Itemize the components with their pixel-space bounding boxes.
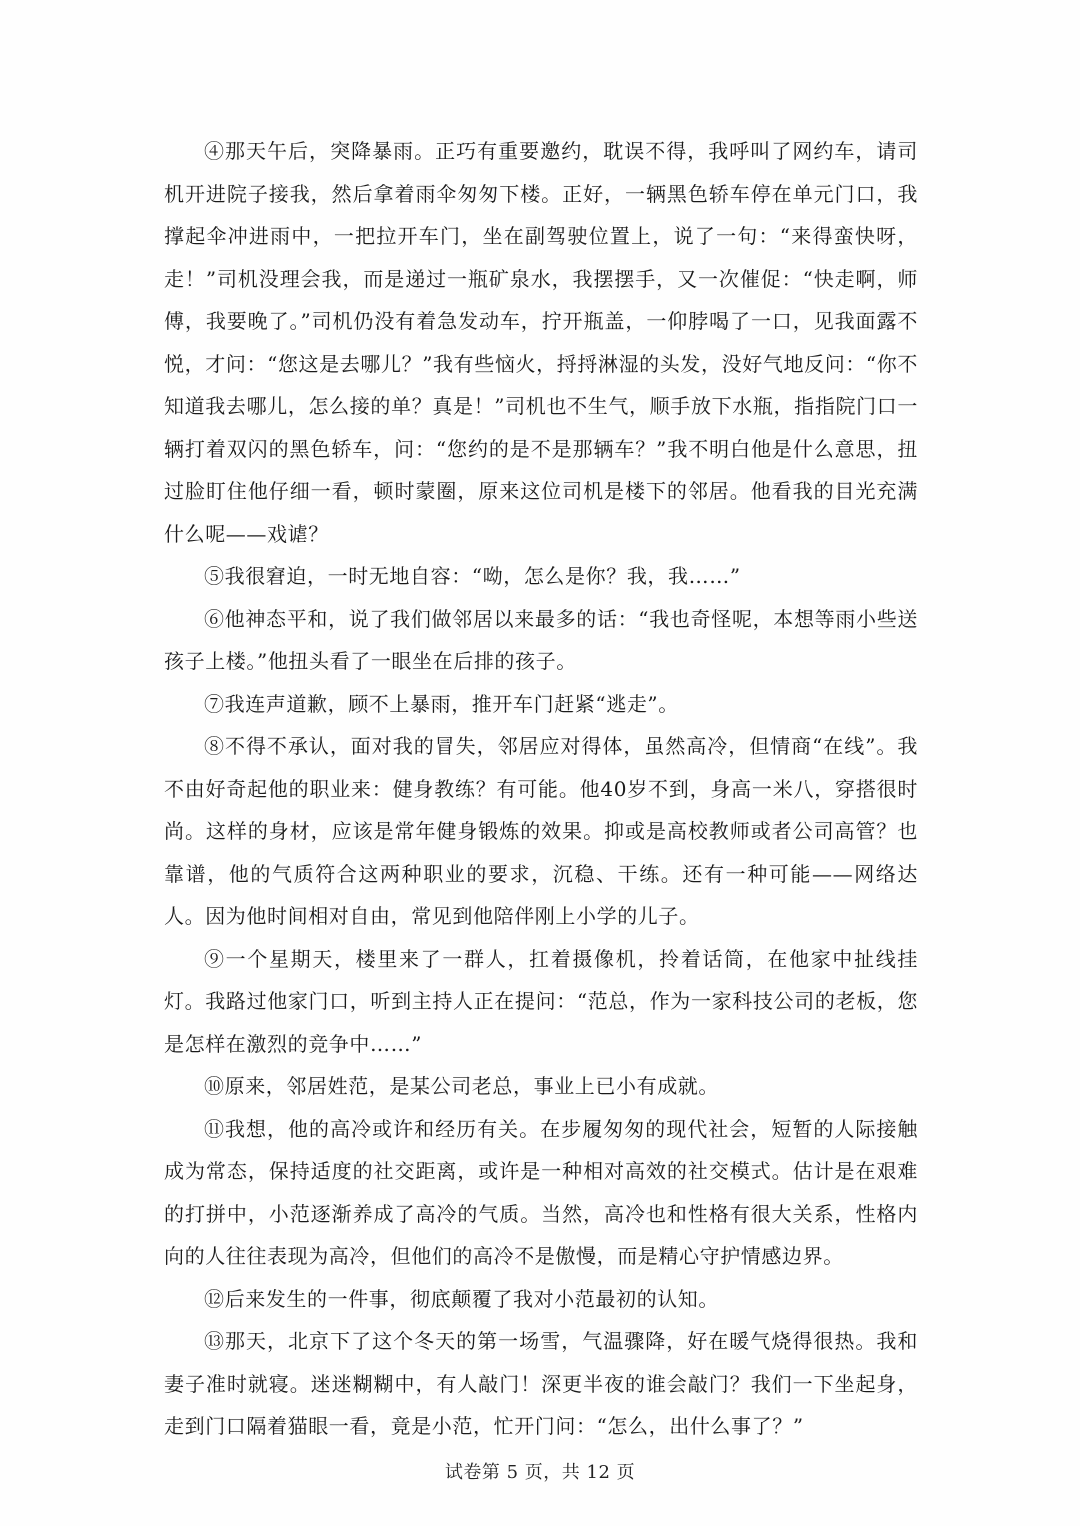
paragraph-8: ⑧不得不承认，面对我的冒失，邻居应对得体，虽然高冷，但情商“在线”。我不由好奇起他的职业来：健身教练？有可能。他40岁不到，身高一米八，穿搭很时尚。这样的身材，应该是常年健身锻炼的效果。抑或是高校教师或者公司高管？也靠谱，他的气质符合这两种职业的要求，沉稳、干练。还有一种可能——网络达人。因为他时间相对自由，常见到他陪伴刚上小学的儿子。 <box>164 734 918 928</box>
paragraph-4: ④那天午后，突降暴雨。正巧有重要邀约，耽误不得，我呼叫了网约车，请司机开进院子接我，然后拿着雨伞匆匆下楼。正好，一辆黑色轿车停在单元门口，我撑起伞冲进雨中，一把拉开车门，坐在副驾驶位置上，说了一句：“来得蛮快呀，走！”司机没理会我，而是递过一瓶矿泉水，我摆摆手，又一次催促：“快走啊，师傅，我要晚了。”司机仍没有着急发动车，拧开瓶盖，一仰脖喝了一口，见我面露不悦，才问：“您这是去哪儿？”我有些恼火，捋捋淋湿的头发，没好气地反问：“你不知道我去哪儿，怎么接的单？真是！”司机也不生气，顺手放下水瓶，指指院门口一辆打着双闪的黑色轿车，问：“您约的是不是那辆车？”我不明白他是什么意思，扭过脸盯住他仔细一看，顿时蒙圈，原来这位司机是楼下的邻居。他看我的目光充满什么呢——戏谑？ <box>164 139 918 546</box>
paragraph-11: ⑪我想，他的高冷或许和经历有关。在步履匆匆的现代社会，短暂的人际接触成为常态，保持适度的社交距离，或许是一种相对高效的社交模式。估计是在艰难的打拼中，小范逐渐养成了高冷的气质。当然，高冷也和性格有很大关系，性格内向的人往往表现为高冷，但他们的高冷不是傲慢，而是精心守护情感边界。 <box>164 1116 918 1268</box>
paragraph-7: ⑦我连声道歉，顾不上暴雨，推开车门赶紧“逃走”。 <box>204 691 679 716</box>
paragraph-13: ⑬那天，北京下了这个冬天的第一场雪，气温骤降，好在暖气烧得很热。我和妻子准时就寝。迷迷糊糊中，有人敲门！深更半夜的谁会敲门？我们一下坐起身，走到门口隔着猫眼一看，竟是小范，忙开门问：“怎么，出什么事了？” <box>164 1329 918 1438</box>
paragraph-9: ⑨一个星期天，楼里来了一群人，扛着摄像机，拎着话筒，在他家中扯线挂灯。我路过他家门口，听到主持人正在提问：“范总，作为一家科技公司的老板，您是怎样在激烈的竞争中……” <box>164 946 918 1056</box>
paragraph-6: ⑥他神态平和，说了我们做邻居以来最多的话：“我也奇怪呢，本想等雨小些送孩子上楼。”他扭头看了一眼坐在后排的孩子。 <box>164 606 918 673</box>
paragraph-12: ⑫后来发生的一件事，彻底颠覆了我对小范最初的认知。 <box>204 1286 719 1311</box>
page-number-footer: 试卷第 5 页，共 12 页 <box>444 1462 636 1483</box>
paragraph-5: ⑤我很窘迫，一时无地自容：“呦，怎么是你？我，我……” <box>204 564 741 588</box>
paragraph-10: ⑩原来，邻居姓范，是某公司老总，事业上已小有成就。 <box>204 1074 719 1098</box>
reading-passage <box>164 130 918 1448</box>
